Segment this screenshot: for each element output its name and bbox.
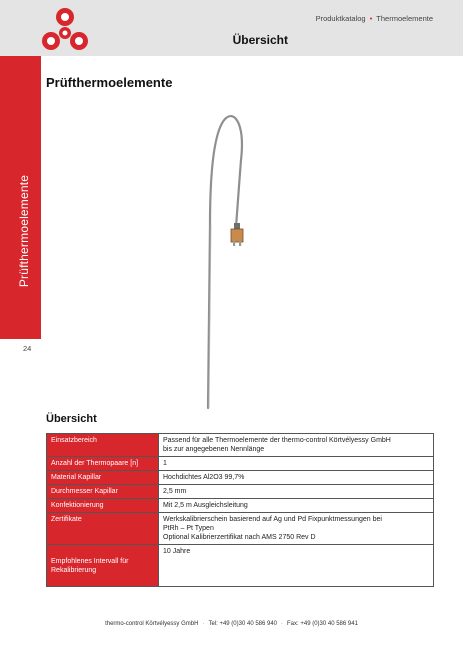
spec-value: 2,5 mm [159,485,434,499]
page-header [0,0,463,56]
table-row [47,499,434,513]
spec-value: Werkskalibrierschein basierend auf Ag und Pd Fixpunktmessungen bei PtRh – Pt Typen Optional Kalibrierzertifikat nach AMS 2750 Rev D [159,513,434,545]
thermocouple-probe-image [175,105,255,415]
spec-value: 10 Jahre [159,545,434,587]
table-row [47,513,434,545]
breadcrumb-section: Thermoelemente [376,14,433,23]
three-circle-logo-icon [40,6,90,54]
specs-title: Übersicht [46,413,97,425]
page-footer: thermo-control Körtvélyessy GmbH · Tel: +49 (0)30 40 586 940 · Fax: +49 (0)30 40 586 941 [105,621,358,627]
breadcrumb [316,14,433,23]
spec-label: Durchmesser Kapillar [47,485,159,499]
breadcrumb-separator: • [369,14,373,23]
spec-label: Konfektionierung [47,499,159,513]
spec-value: Hochdichtes Al2O3 99,7% [159,471,434,485]
spec-value: 1 [159,457,434,471]
table-row [47,471,434,485]
spec-label: Anzahl der Thermopaare [n] [47,457,159,471]
spec-table [46,433,434,587]
breadcrumb-catalog: Produktkatalog [315,14,366,23]
footer-fax: Fax: +49 (0)30 40 586 941 [287,621,358,627]
table-row [47,485,434,499]
page-heading: Prüfthermoelemente [46,75,173,90]
table-row [47,457,434,471]
spec-label: Einsatzbereich [47,434,159,457]
spec-label: Material Kapillar [47,471,159,485]
table-row [47,434,434,457]
spec-label: Zertifikate [47,513,159,545]
spec-value: Mit 2,5 m Ausgleichsleitung [159,499,434,513]
page-number: 24 [23,344,32,353]
spec-label: Empfohlenes Intervall für Rekalibrierung [47,545,159,587]
header-title: Übersicht [232,33,288,47]
spec-value: Passend für alle Thermoelemente der thermo-control Körtvélyessy GmbH bis zur angegebenen Nennlänge [159,434,434,457]
footer-company: thermo-control Körtvélyessy GmbH [105,621,199,627]
footer-phone: Tel: +49 (0)30 40 586 940 [208,621,278,627]
sidebar-tab [0,56,41,339]
sidebar-label: Prüfthermoelemente [17,174,31,288]
table-row [47,545,434,587]
